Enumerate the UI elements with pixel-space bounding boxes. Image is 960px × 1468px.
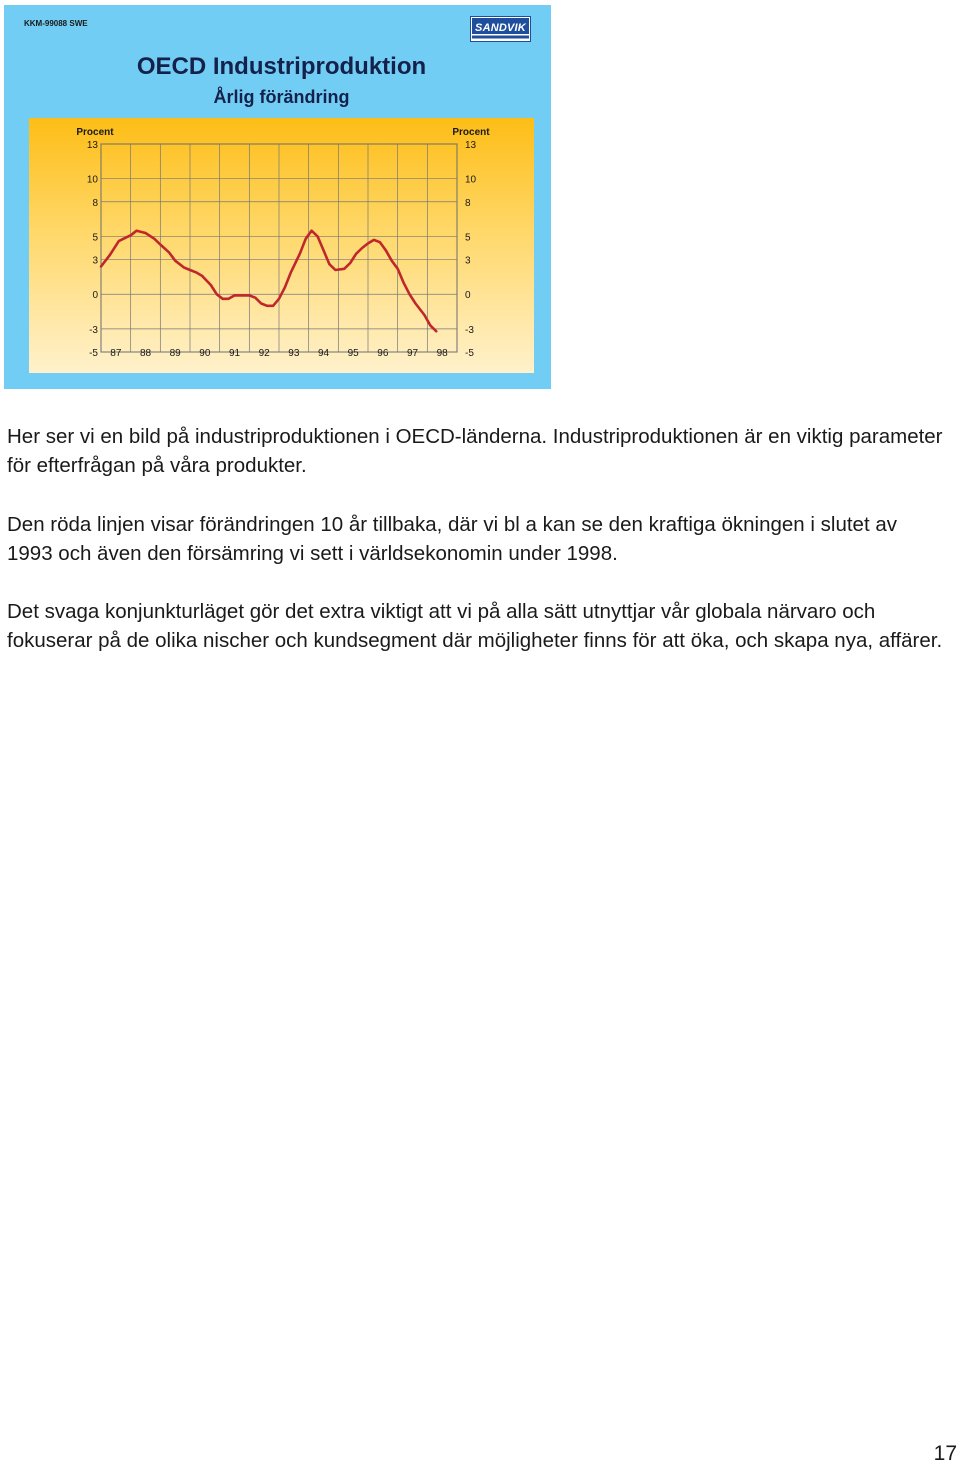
y-tick-label-left: 3 — [92, 255, 98, 267]
y-tick-label-right: 8 — [465, 197, 471, 209]
y-tick-label-left: 8 — [92, 197, 98, 209]
y-tick-label-left: -5 — [89, 348, 98, 359]
chart-panel — [29, 118, 534, 373]
y-tick-label-right: 5 — [465, 232, 471, 244]
y-tick-label-left: 10 — [86, 174, 98, 186]
series-line — [101, 231, 436, 332]
x-tick-label: 89 — [169, 348, 181, 359]
y-tick-label-right: 0 — [465, 290, 471, 302]
x-tick-label: 94 — [317, 348, 330, 359]
line-chart — [29, 118, 534, 373]
paragraph-red-line: Den röda linjen visar förändringen 10 år tillbaka, där vi bl a kan se den kraftiga ökningen i slutet av 1993 och även den försämring vi sett i världsekonomin under 1998. — [7, 513, 897, 565]
x-tick-label: 90 — [199, 348, 211, 359]
y-tick-label-right: 13 — [465, 140, 477, 151]
sandvik-logo — [470, 16, 531, 42]
x-tick-label: 95 — [347, 348, 359, 359]
paragraph-intro: Her ser vi en bild på industriproduktionen i OECD-länderna. Industriproduktionen är en viktig parameter för efterfrågan på våra produkter. — [7, 425, 943, 477]
y-tick-label-right: 10 — [465, 174, 477, 186]
x-tick-label: 97 — [406, 348, 419, 359]
y-tick-label-right: 3 — [465, 255, 471, 267]
y-tick-label-right: -3 — [465, 324, 474, 336]
y-axis-title-right: Procent — [452, 127, 490, 138]
page-number: 17 — [933, 1442, 957, 1465]
y-axis-title-left: Procent — [76, 127, 114, 138]
slide-title: OECD Industriproduktion — [136, 53, 427, 80]
x-tick-label: 98 — [436, 348, 448, 359]
slide-subtitle: Årlig förändring — [213, 87, 350, 107]
y-tick-label-left: -3 — [89, 324, 98, 336]
x-tick-label: 87 — [110, 348, 122, 359]
y-tick-label-right: -5 — [465, 348, 474, 359]
y-tick-label-left: 0 — [92, 290, 98, 302]
x-tick-label: 91 — [228, 348, 241, 359]
paragraph-outlook: Det svaga konjunkturläget gör det extra viktigt att vi på alla sätt utnyttjar vår globala närvaro och fokuserar på de olika nischer och kundsegment där möjligheter finns för att öka, och skapa nya, affärer. — [7, 600, 943, 652]
logo-text: SANDVIK — [475, 22, 526, 34]
x-tick-label: 88 — [139, 348, 152, 359]
x-tick-label: 93 — [288, 348, 300, 359]
x-tick-label: 92 — [258, 348, 270, 359]
slide — [4, 5, 551, 389]
y-tick-label-left: 5 — [92, 232, 98, 244]
x-tick-label: 96 — [377, 348, 389, 359]
document-code: KKM-99088 SWE — [24, 19, 88, 28]
y-tick-label-left: 13 — [86, 140, 98, 151]
